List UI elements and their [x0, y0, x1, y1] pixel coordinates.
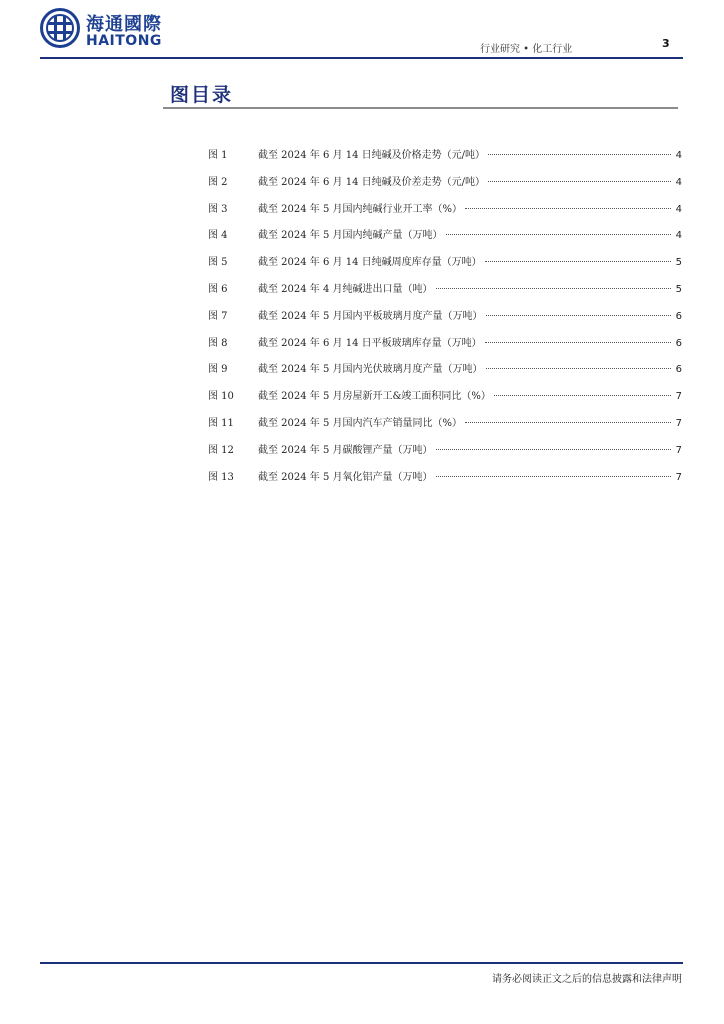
toc-entry[interactable]	[208, 414, 682, 441]
toc-entry-caption: 截至 2024 年 5 月房屋新开工&竣工面积同比（%）	[258, 391, 491, 403]
toc-entry[interactable]	[208, 200, 682, 227]
haitong-emblem-icon	[40, 8, 80, 48]
toc-entry-page-number: 5	[675, 257, 682, 269]
toc-entry-page-number: 7	[675, 417, 682, 429]
toc-entry[interactable]	[208, 387, 682, 414]
toc-entry-page-number: 4	[675, 150, 682, 161]
toc-entry-figure-number: 图 2	[208, 176, 228, 188]
toc-entry-page-number: 7	[675, 391, 682, 403]
toc-entry-caption: 截至 2024 年 4 月纯碱进出口量（吨）	[258, 283, 433, 295]
toc-entry-page-number: 7	[675, 444, 682, 456]
toc-entry-figure-number: 图 4	[208, 230, 228, 242]
toc-entry-caption: 截至 2024 年 6 月 14 日平板玻璃库存量（万吨）	[258, 337, 482, 349]
toc-entry-dot-leader	[494, 395, 671, 396]
logo-chinese-name: 海通國際	[86, 14, 162, 35]
toc-entry-caption: 截至 2024 年 5 月碳酸锂产量（万吨）	[258, 444, 433, 456]
toc-entry-figure-number: 图 6	[208, 283, 228, 295]
toc-entry-dot-leader	[488, 181, 671, 182]
toc-entry[interactable]	[208, 280, 682, 307]
toc-entry-dot-leader	[465, 208, 671, 209]
header-divider	[40, 57, 683, 59]
toc-entry[interactable]	[208, 173, 682, 200]
page-number: 3	[662, 37, 670, 50]
toc-entry-dot-leader	[485, 261, 671, 262]
toc-entry-figure-number: 图 10	[208, 391, 234, 403]
toc-entry-dot-leader	[488, 154, 671, 155]
toc-entry-caption: 截至 2024 年 5 月国内汽车产销量同比（%）	[258, 417, 463, 429]
toc-entry-figure-number: 图 7	[208, 310, 228, 322]
figure-list	[208, 146, 682, 494]
toc-entry-dot-leader	[465, 422, 671, 423]
logo-english-name: HAITONG	[86, 33, 162, 49]
toc-entry-dot-leader	[485, 342, 671, 343]
toc-entry[interactable]	[208, 360, 682, 387]
toc-entry-page-number: 5	[675, 283, 682, 295]
toc-entry-page-number: 6	[675, 337, 682, 349]
footer-disclaimer: 请务必阅读正文之后的信息披露和法律声明	[492, 974, 682, 985]
toc-entry-page-number: 4	[675, 203, 682, 215]
toc-entry-page-number: 4	[675, 230, 682, 242]
toc-entry-figure-number: 图 3	[208, 203, 228, 215]
toc-entry-caption: 截至 2024 年 6 月 14 日纯碱及价差走势（元/吨）	[258, 176, 485, 188]
toc-entry-figure-number: 图 9	[208, 364, 228, 376]
toc-entry-caption: 截至 2024 年 5 月国内纯碱产量（万吨）	[258, 230, 443, 242]
toc-entry-page-number: 7	[675, 471, 682, 483]
toc-entry-figure-number: 图 11	[208, 417, 234, 429]
toc-entry-page-number: 6	[675, 364, 682, 376]
header-section-label: 行业研究 • 化工行业	[480, 44, 573, 55]
toc-entry-dot-leader	[436, 288, 671, 289]
toc-entry[interactable]	[208, 307, 682, 334]
toc-entry-figure-number: 图 8	[208, 337, 228, 349]
toc-entry-dot-leader	[446, 234, 671, 235]
toc-entry[interactable]	[208, 226, 682, 253]
toc-entry-caption: 截至 2024 年 5 月国内纯碱行业开工率（%）	[258, 203, 463, 215]
toc-entry-figure-number: 图 1	[208, 150, 228, 161]
toc-entry-dot-leader	[486, 315, 671, 316]
toc-entry-caption: 截至 2024 年 5 月国内光伏玻璃月度产量（万吨）	[258, 364, 483, 376]
toc-entry-caption: 截至 2024 年 6 月 14 日纯碱及价格走势（元/吨）	[258, 150, 485, 161]
toc-entry-dot-leader	[486, 368, 671, 369]
toc-entry-dot-leader	[436, 449, 671, 450]
footer-divider	[40, 962, 683, 964]
haitong-logo	[40, 8, 180, 52]
toc-entry-dot-leader	[436, 476, 671, 477]
toc-title-underline	[163, 107, 678, 109]
toc-entry[interactable]	[208, 441, 682, 468]
toc-entry-figure-number: 图 12	[208, 444, 234, 456]
toc-entry[interactable]	[208, 468, 682, 495]
toc-entry-caption: 截至 2024 年 5 月氧化铝产量（万吨）	[258, 471, 433, 483]
toc-entry-page-number: 4	[675, 176, 682, 188]
toc-entry[interactable]	[208, 146, 682, 173]
toc-entry-figure-number: 图 5	[208, 257, 228, 269]
toc-entry[interactable]	[208, 253, 682, 280]
toc-title: 图目录	[170, 84, 234, 106]
toc-entry-page-number: 6	[675, 310, 682, 322]
toc-entry[interactable]	[208, 334, 682, 361]
toc-entry-figure-number: 图 13	[208, 471, 234, 483]
toc-entry-caption: 截至 2024 年 5 月国内平板玻璃月度产量（万吨）	[258, 310, 483, 322]
toc-entry-caption: 截至 2024 年 6 月 14 日纯碱周度库存量（万吨）	[258, 257, 482, 269]
